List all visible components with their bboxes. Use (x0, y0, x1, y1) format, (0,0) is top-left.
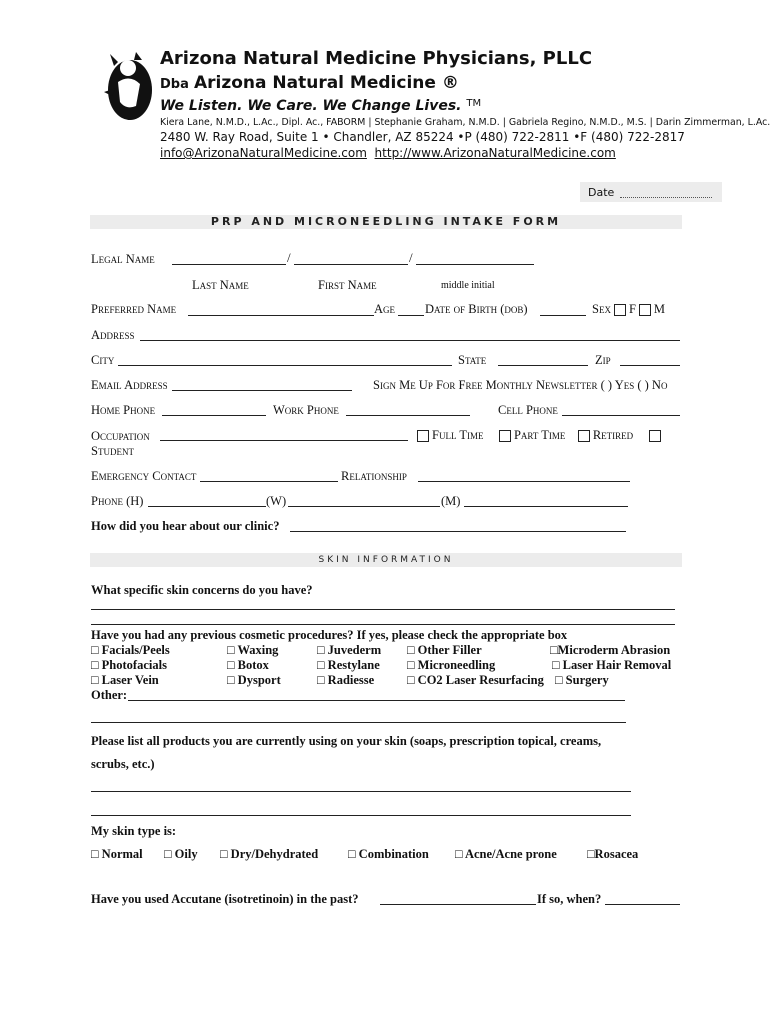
slash-1: / (287, 250, 291, 265)
student-checkbox[interactable] (649, 430, 661, 442)
first-name-label: First Name (318, 278, 377, 292)
middle-initial-field[interactable] (416, 264, 534, 265)
procedure-surgery[interactable]: □ Surgery (555, 673, 609, 687)
skin-type-rosacea[interactable]: □Rosacea (587, 847, 639, 861)
skin-type-normal[interactable]: □ Normal (91, 847, 143, 861)
age-label: Age (374, 302, 396, 316)
skin-concerns-line-1[interactable] (91, 609, 675, 610)
occupation-field[interactable] (160, 440, 408, 441)
city-label: City (91, 353, 115, 367)
accutane-when-label: If so, when? (537, 892, 602, 906)
zip-field[interactable] (620, 365, 680, 366)
accutane-when-field[interactable] (605, 904, 680, 905)
relationship-label: Relationship (341, 469, 407, 483)
skin-type-question: My skin type is: (91, 824, 177, 838)
procedure-restylane[interactable]: □ Restylane (317, 658, 380, 672)
home-phone-field[interactable] (162, 415, 266, 416)
sex-label (592, 302, 665, 317)
skin-concerns-question: What specific skin concerns do you have? (91, 583, 313, 597)
preferred-name-label: Preferred Name (91, 302, 177, 316)
email-label: Email Address (91, 378, 168, 392)
products-line-1[interactable] (91, 791, 631, 792)
newsletter-label: Sign Me Up For Free Monthly Newsletter ( ) Yes ( ) No (373, 378, 668, 392)
procedure-co2-laser[interactable]: □ CO2 Laser Resurfacing (407, 673, 544, 687)
male-checkbox[interactable] (639, 304, 651, 316)
staff-list: Kiera Lane, N.M.D., L.Ac., Dipl. Ac., FABORM | Stephanie Graham, N.M.D. | Gabriela Regino, N.M.D., M.S. | Darin Zimmerman, L.Ac. (160, 117, 770, 128)
tagline (160, 98, 481, 114)
procedure-microneedling[interactable]: □ Microneedling (407, 658, 496, 672)
contact-links (160, 146, 616, 160)
first-name-field[interactable] (294, 264, 408, 265)
accutane-field[interactable] (380, 904, 536, 905)
preferred-name-field[interactable] (188, 315, 374, 316)
hear-about-field[interactable] (290, 531, 626, 532)
emergency-contact-label: Emergency Contact (91, 469, 197, 483)
procedure-other-filler[interactable]: □ Other Filler (407, 643, 482, 657)
website-link[interactable]: http://www.ArizonaNaturalMedicine.com (374, 146, 616, 160)
procedure-botox[interactable]: □ Botox (227, 658, 269, 672)
skin-type-combination[interactable]: □ Combination (348, 847, 429, 861)
occupation-label: Occupation (91, 429, 150, 443)
part-time-label: Part Time (513, 428, 566, 442)
procedure-laser-vein[interactable]: □ Laser Vein (91, 673, 159, 687)
dba-prefix: Dba (160, 77, 189, 92)
full-time-checkbox[interactable] (417, 430, 429, 442)
procedure-microderm[interactable]: □Microderm Abrasion (550, 643, 671, 657)
form-title: PRP AND MICRONEEDLING INTAKE FORM (210, 215, 562, 228)
state-label: State (458, 353, 487, 367)
skin-section-band (90, 553, 682, 567)
full-time-label: Full Time (432, 428, 484, 442)
middle-initial-label: middle initial (441, 280, 495, 291)
male-label: M (653, 302, 666, 316)
address-label: Address (91, 328, 135, 342)
relationship-field[interactable] (418, 481, 630, 482)
legal-name-label: Legal Name (91, 252, 155, 266)
form-title-band (90, 215, 682, 229)
part-time-checkbox[interactable] (499, 430, 511, 442)
phone-h-label: Phone (H) (91, 494, 144, 508)
email-link[interactable]: info@ArizonaNaturalMedicine.com (160, 146, 367, 160)
work-phone-field[interactable] (346, 415, 470, 416)
home-phone-label: Home Phone (91, 403, 156, 417)
cell-phone-field[interactable] (562, 415, 680, 416)
other-field[interactable] (128, 700, 625, 701)
skin-section-title: SKIN INFORMATION (318, 555, 454, 565)
products-line-2[interactable] (91, 815, 631, 816)
employment-options (414, 428, 664, 443)
slash-2: / (409, 250, 413, 265)
phone-m-field[interactable] (464, 506, 628, 507)
city-field[interactable] (118, 365, 452, 366)
dba-line (160, 73, 459, 93)
skin-type-oily[interactable]: □ Oily (164, 847, 198, 861)
female-label: F (628, 302, 636, 316)
hear-about-label: How did you hear about our clinic? (91, 519, 280, 533)
last-name-field[interactable] (172, 264, 286, 265)
phone-w-label: (W) (266, 494, 287, 508)
dob-label: Date of Birth (dob) (425, 302, 528, 316)
tagline-text: We Listen. We Care. We Change Lives. (160, 98, 462, 114)
procedures-question: Have you had any previous cosmetic procedures? If yes, please check the appropriate box (91, 628, 568, 642)
email-field[interactable] (172, 390, 352, 391)
dba-name: Arizona Natural Medicine ® (193, 73, 459, 93)
female-checkbox[interactable] (614, 304, 626, 316)
date-field[interactable] (620, 197, 712, 198)
procedure-dysport[interactable]: □ Dysport (227, 673, 281, 687)
products-question-line-2: scrubs, etc.) (91, 757, 155, 771)
phone-m-label: (M) (441, 494, 461, 508)
trademark: TM (466, 98, 482, 109)
dob-field[interactable] (540, 315, 586, 316)
procedure-photofacials[interactable]: □ Photofacials (91, 658, 167, 672)
accutane-question: Have you used Accutane (isotretinoin) in the past? (91, 892, 359, 906)
procedure-facials[interactable]: □ Facials/Peels (91, 643, 170, 657)
last-name-label: Last Name (192, 278, 249, 292)
company-name: Arizona Natural Medicine Physicians, PLLC (160, 48, 593, 69)
skin-concerns-line-2[interactable] (91, 624, 675, 625)
procedure-laser-hair[interactable]: □ Laser Hair Removal (552, 658, 672, 672)
retired-checkbox[interactable] (578, 430, 590, 442)
student-label: Student (91, 444, 134, 458)
products-question-line-1: Please list all products you are currently using on your skin (soaps, prescription topical, creams, (91, 734, 602, 748)
date-label: Date (588, 186, 615, 199)
procedure-juvederm[interactable]: □ Juvederm (317, 643, 382, 657)
cell-phone-label: Cell Phone (498, 403, 558, 417)
skin-type-dry[interactable]: □ Dry/Dehydrated (220, 847, 319, 861)
sex-text: Sex (592, 302, 611, 316)
retired-label: Retired (592, 428, 634, 442)
state-field[interactable] (498, 365, 588, 366)
procedure-radiesse[interactable]: □ Radiesse (317, 673, 375, 687)
procedure-waxing[interactable]: □ Waxing (227, 643, 279, 657)
other-field-line-2[interactable] (91, 722, 626, 723)
work-phone-label: Work Phone (273, 403, 339, 417)
age-field[interactable] (398, 315, 424, 316)
address-field[interactable] (140, 340, 680, 341)
clinic-logo (96, 48, 158, 128)
emergency-contact-field[interactable] (200, 481, 338, 482)
other-label: Other: (91, 688, 128, 702)
phone-w-field[interactable] (288, 506, 440, 507)
phone-h-field[interactable] (148, 506, 266, 507)
clinic-address: 2480 W. Ray Road, Suite 1 • Chandler, AZ 85224 •P (480) 722-2811 •F (480) 722-2817 (160, 130, 685, 144)
zip-label: Zip (595, 353, 611, 367)
skin-type-acne[interactable]: □ Acne/Acne prone (455, 847, 557, 861)
